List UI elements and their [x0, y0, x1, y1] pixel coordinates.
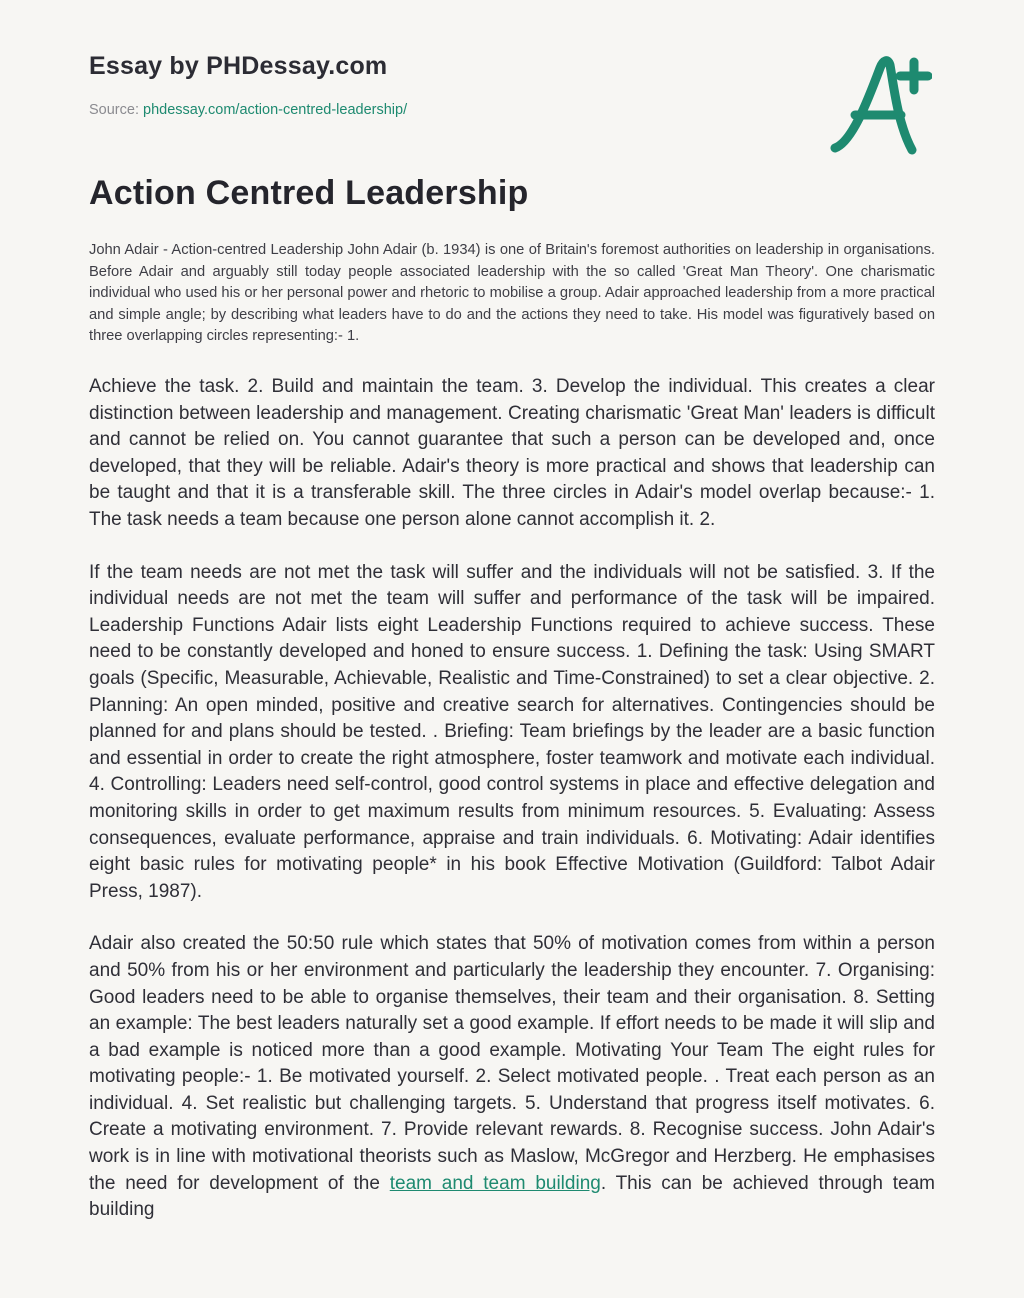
body-paragraph-1: Achieve the task. 2. Build and maintain the team. 3. Develop the individual. This creates a clear distinction between leadership and management. Creating charismatic 'Great Man' leaders is difficult and cannot be relied on. You cannot guarantee that such a person can be developed and, once developed, that they will be reliable. Adair's theory is more practical and shows that leadership can be taught and that it is a transferable skill. The three circles in Adair's model overlap because:- 1. The task needs a team because one person alone cannot accomplish it. 2. — [89, 376, 935, 531]
aplus-logo-icon — [828, 48, 932, 160]
body-paragraph-3 — [89, 931, 935, 1224]
intro-paragraph: John Adair - Action-centred Leadership John Adair (b. 1934) is one of Britain's foremost authorities on leadership in organisations. Before Adair and arguably still today people associated leadership with the so called 'Great Man Theory'. One charismatic individual who used his or her personal power and rhetoric to mobilise a group. Adair approached leadership from a more practical and simple angle; by describing what leaders have to do and the actions they need to take. His model was figuratively based on three overlapping circles representing:- 1. — [89, 242, 935, 345]
site-title: Essay by PHDessay.com — [89, 52, 388, 80]
final-paragraph-text-before-link: Adair also created the 50:50 rule which states that 50% of motivation comes from within a person and 50% from his or her environment and particularly the leadership they encounter. 7. Organising: Good leaders need to be able to organise themselves, their team and their organisation. 8. Setting an example: The best leaders naturally set a good example. If effort needs to be made it will slip and a bad example is noticed more than a good example. Motivating Your Team The eight rules for motivating people:- 1. Be motivated yourself. 2. Select motivated people. . Treat each person as an individual. 4. Set realistic but challenging targets. 5. Understand that progress itself motivates. 6. Create a motivating environment. 7. Provide relevant rewards. 8. Recognise success. John Adair's work is in line with motivational theorists such as Maslow, McGregor and Herzberg. He emphasises the need for development of the — [89, 933, 935, 1194]
team-building-link[interactable]: team and team building — [389, 1172, 601, 1194]
source-label: Source: — [89, 102, 139, 118]
final-paragraph-text-after-link: . This can be achieved through team building — [89, 1172, 935, 1221]
body-paragraph-2: If the team needs are not met the task will suffer and the individuals will not be satisfied. 3. If the individual needs are not met the team will suffer and performance of the task will be impaired. Leadership Functions Adair lists eight Leadership Functions required to achieve success. These need to be constantly developed and honed to ensure success. 1. Defining the task: Using SMART goals (Specific, Measurable, Achievable, Realistic and Time-Constrained) to set a clear objective. 2. Planning: An open minded, positive and creative search for alternatives. Contingencies should be planned for and plans should be tested. . Briefing: Team briefings by the leader are a basic function and essential in order to create the right atmosphere, foster teamwork and motivate each individual. 4. Controlling: Leaders need self-control, good control systems in place and effective delegation and monitoring skills in order to get maximum results from minimum resources. 5. Evaluating: Assess consequences, evaluate performance, appraise and train individuals. 6. Motivating: Adair identifies eight basic rules for motivating people* in his book Effective Motivation (Guildford: Talbot Adair Press, 1987). — [89, 561, 935, 902]
source-url-link[interactable]: phdessay.com/action-centred-leadership/ — [143, 102, 408, 118]
source-line — [89, 102, 935, 118]
article-title: Action Centred Leadership — [89, 174, 529, 212]
